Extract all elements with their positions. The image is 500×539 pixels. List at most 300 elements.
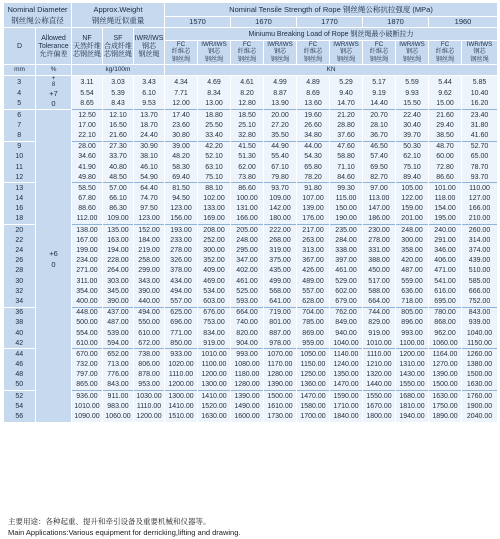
diameter-cell: 46 xyxy=(4,359,36,369)
weight-cell: 34.60 xyxy=(72,152,103,162)
weight-cell: 86.30 xyxy=(103,204,134,214)
load-cell: 1164.00 xyxy=(429,349,462,360)
load-cell: 133.00 xyxy=(198,204,231,214)
weight-cell: 390.00 xyxy=(103,296,134,307)
load-cell: 4.69 xyxy=(198,76,231,89)
load-iwr-label-0: IWR/IWS xyxy=(333,41,359,49)
load-cell: 849.00 xyxy=(330,318,363,328)
diameter-cell: 28 xyxy=(4,266,36,276)
weight-cell: 776.00 xyxy=(103,370,134,380)
load-cell: 166.00 xyxy=(462,204,498,214)
load-cell: 1380.00 xyxy=(462,359,498,369)
tolerance-header xyxy=(36,28,72,65)
weight-cell: 652.00 xyxy=(103,349,134,360)
load-cell: 28.10 xyxy=(363,120,396,130)
load-cell: 1080.00 xyxy=(231,359,264,369)
load-cell: 78.70 xyxy=(462,162,498,172)
load-cell: 829.00 xyxy=(363,318,396,328)
weight-cell: 1200.00 xyxy=(134,411,165,421)
weight-cell: 74.70 xyxy=(134,193,165,203)
rope-spec-body xyxy=(4,76,498,422)
load-iwr-label-1: 钢芯 xyxy=(207,48,221,56)
load-cell: 744.00 xyxy=(363,307,396,318)
load-cell: 1810.00 xyxy=(396,401,429,411)
load-cell: 426.00 xyxy=(297,266,330,276)
table-row xyxy=(4,152,498,162)
load-cell: 494.00 xyxy=(165,286,198,296)
load-cell: 115.00 xyxy=(330,193,363,203)
load-cell: 52.10 xyxy=(198,152,231,162)
weight-sf-cn1: 合成纤维 xyxy=(104,42,132,50)
weight-cell: 1090.00 xyxy=(72,411,103,421)
load-cell: 887.00 xyxy=(264,328,297,338)
load-cell: 409.00 xyxy=(198,266,231,276)
weight-cell: 258.00 xyxy=(134,256,165,266)
weight-cell: 732.00 xyxy=(72,359,103,369)
load-cell: 235.00 xyxy=(330,225,363,236)
load-cell: 374.00 xyxy=(462,245,498,255)
load-cell: 2040.00 xyxy=(462,411,498,421)
load-cell: 5.44 xyxy=(429,76,462,89)
load-iwr-label-1: 钢芯 xyxy=(405,48,419,56)
load-cell: 13.90 xyxy=(264,99,297,110)
load-cell: 81.50 xyxy=(165,183,198,194)
weight-cell: 400.00 xyxy=(72,296,103,307)
diameter-cell: 42 xyxy=(4,338,36,349)
weight-cell: 13.70 xyxy=(134,109,165,120)
load-cell: 12.80 xyxy=(231,99,264,110)
load-cell: 39.70 xyxy=(396,130,429,141)
weight-cell: 3.03 xyxy=(103,76,134,89)
load-cell: 402.00 xyxy=(231,266,264,276)
load-cell: 933.00 xyxy=(165,349,198,360)
weight-iwr-cn1: 钢芯 xyxy=(142,42,156,50)
weight-nf-code: NF xyxy=(82,34,92,42)
diameter-cell: 13 xyxy=(4,183,36,194)
table-row xyxy=(4,401,498,411)
diameter-cell: 34 xyxy=(4,296,36,307)
load-cell: 113.00 xyxy=(363,193,396,203)
load-cell: 93.70 xyxy=(264,183,297,194)
load-cell: 834.00 xyxy=(198,328,231,338)
load-cell: 34.80 xyxy=(297,130,330,141)
table-row xyxy=(4,296,498,307)
load-cell: 1630.00 xyxy=(198,411,231,421)
load-cell: 27.20 xyxy=(264,120,297,130)
weight-cell: 550.00 xyxy=(134,318,165,328)
load-fc-label-0: FC xyxy=(440,41,450,49)
load-cell: 166.00 xyxy=(231,214,264,225)
load-cell: 9.40 xyxy=(330,89,363,99)
weight-cell: 67.80 xyxy=(72,193,103,203)
load-cell: 1280.00 xyxy=(231,380,264,391)
unit-tol: % xyxy=(36,65,72,76)
load-cell: 676.00 xyxy=(198,307,231,318)
load-cell: 346.00 xyxy=(429,245,462,255)
load-cell: 51.30 xyxy=(231,152,264,162)
load-cell: 156.00 xyxy=(165,214,198,225)
table-row xyxy=(4,411,498,421)
weight-cell: 17.00 xyxy=(72,120,103,130)
load-cell: 1010.00 xyxy=(198,349,231,360)
weight-iwr-cn2: 钢丝绳 xyxy=(138,50,160,58)
load-cell: 1040.00 xyxy=(462,328,498,338)
table-row xyxy=(4,338,498,349)
weight-cell: 40.80 xyxy=(103,162,134,172)
load-iwr-label-1: 钢芯 xyxy=(339,48,353,56)
diameter-cell: 38 xyxy=(4,318,36,328)
load-cell: 110.00 xyxy=(462,183,498,194)
load-cell: 1630.00 xyxy=(462,380,498,391)
load-fc-header-1570 xyxy=(165,41,198,65)
table-row xyxy=(4,318,498,328)
diameter-cell: 11 xyxy=(4,162,36,172)
tolerance-cell-six xyxy=(36,109,72,421)
load-cell: 107.00 xyxy=(297,193,330,203)
load-cell: 300.00 xyxy=(198,245,231,255)
load-cell: 205.00 xyxy=(231,225,264,236)
load-fc-header-1870 xyxy=(363,41,396,65)
load-cell: 1500.00 xyxy=(462,370,498,380)
load-cell: 18.50 xyxy=(231,109,264,120)
load-cell: 35.50 xyxy=(264,130,297,141)
load-iwr-header-1870 xyxy=(396,41,429,65)
load-cell: 101.00 xyxy=(429,183,462,194)
load-cell: 295.00 xyxy=(231,245,264,255)
load-cell: 1580.00 xyxy=(297,401,330,411)
load-cell: 63.10 xyxy=(198,162,231,172)
diameter-cell: 5 xyxy=(4,99,36,110)
weight-cell: 1110.00 xyxy=(134,401,165,411)
load-cell: 9.19 xyxy=(363,89,396,99)
diameter-cell: 56 xyxy=(4,411,36,421)
load-cell: 314.00 xyxy=(462,235,498,245)
load-cell: 62.00 xyxy=(231,162,264,172)
load-cell: 8.34 xyxy=(198,89,231,99)
load-cell: 1670.00 xyxy=(363,401,396,411)
load-cell: 73.80 xyxy=(231,172,264,183)
table-row xyxy=(4,162,498,172)
weight-cell: 112.00 xyxy=(72,214,103,225)
load-cell: 1390.00 xyxy=(264,380,297,391)
load-cell: 719.00 xyxy=(264,307,297,318)
load-cell: 568.00 xyxy=(264,286,297,296)
load-cell: 47.60 xyxy=(330,141,363,152)
load-cell: 13.00 xyxy=(198,99,231,110)
weight-cell: 163.00 xyxy=(103,235,134,245)
weight-cell: 843.00 xyxy=(103,380,134,391)
load-cell: 868.00 xyxy=(429,318,462,328)
weight-cell: 167.00 xyxy=(72,235,103,245)
load-cell: 517.00 xyxy=(363,276,396,286)
load-cell: 1800.00 xyxy=(363,411,396,421)
grade-1570: 1570 xyxy=(165,17,231,28)
min-breaking-load-header: Miniumu Breaking Load of Rope 钢丝绳最小破断拉力 xyxy=(165,28,498,41)
load-cell: 1300.00 xyxy=(165,391,198,402)
weight-cell: 983.00 xyxy=(103,401,134,411)
load-cell: 1150.00 xyxy=(297,359,330,369)
diameter-cell: 50 xyxy=(4,380,36,391)
load-cell: 1550.00 xyxy=(396,380,429,391)
diameter-cell: 3 xyxy=(4,76,36,89)
load-cell: 541.00 xyxy=(429,276,462,286)
load-cell: 1060.00 xyxy=(429,338,462,349)
load-cell: 869.00 xyxy=(297,328,330,338)
table-row xyxy=(4,286,498,296)
load-cell: 5.85 xyxy=(462,76,498,89)
table-row xyxy=(4,307,498,318)
weight-cell: 936.00 xyxy=(72,391,103,402)
load-cell: 72.80 xyxy=(429,162,462,172)
weight-cell: 345.00 xyxy=(103,286,134,296)
load-cell: 252.00 xyxy=(198,235,231,245)
table-row xyxy=(4,256,498,266)
load-cell: 762.00 xyxy=(330,307,363,318)
load-cell: 1170.00 xyxy=(264,359,297,369)
tolerance-plus: + xyxy=(51,76,56,82)
load-cell: 313.00 xyxy=(297,245,330,255)
weight-cell: 8.65 xyxy=(72,99,103,110)
load-cell: 42.20 xyxy=(198,141,231,152)
load-cell: 62.10 xyxy=(396,152,429,162)
weight-cell: 448.00 xyxy=(72,307,103,318)
load-cell: 397.00 xyxy=(330,256,363,266)
load-cell: 5.17 xyxy=(363,76,396,89)
load-cell: 79.80 xyxy=(264,172,297,183)
load-cell: 284.00 xyxy=(330,235,363,245)
diameter-cell: 18 xyxy=(4,214,36,225)
weight-cell: 670.00 xyxy=(72,349,103,360)
table-row xyxy=(4,349,498,360)
load-cell: 1410.00 xyxy=(198,391,231,402)
load-cell: 118.00 xyxy=(429,193,462,203)
load-cell: 1240.00 xyxy=(330,359,363,369)
weight-cell: 3.11 xyxy=(72,76,103,89)
load-cell: 919.00 xyxy=(363,328,396,338)
approx-weight-header xyxy=(72,3,165,28)
load-cell: 347.00 xyxy=(231,256,264,266)
diameter-cell: 36 xyxy=(4,307,36,318)
load-cell: 210.00 xyxy=(462,214,498,225)
table-row xyxy=(4,120,498,130)
load-cell: 753.00 xyxy=(198,318,231,328)
weight-cell: 610.00 xyxy=(134,328,165,338)
load-cell: 1260.00 xyxy=(462,349,498,360)
tolerance-plus-six: +6 xyxy=(49,249,58,259)
weight-sf-header xyxy=(103,28,134,65)
load-cell: 1550.00 xyxy=(363,391,396,402)
weight-cell: 54.90 xyxy=(134,172,165,183)
load-cell: 461.00 xyxy=(231,276,264,286)
weight-cell: 152.00 xyxy=(134,225,165,236)
weight-cell: 48.50 xyxy=(103,172,134,183)
weight-cell: 311.00 xyxy=(72,276,103,286)
load-cell: 300.00 xyxy=(396,235,429,245)
load-cell: 25.10 xyxy=(231,120,264,130)
footer xyxy=(8,516,494,538)
load-cell: 993.00 xyxy=(231,349,264,360)
load-cell: 1430.00 xyxy=(396,370,429,380)
load-cell: 88.10 xyxy=(198,183,231,194)
load-cell: 557.00 xyxy=(165,296,198,307)
load-cell: 801.00 xyxy=(264,318,297,328)
grade-1960: 1960 xyxy=(429,17,498,28)
load-cell: 31.80 xyxy=(462,120,498,130)
load-cell: 664.00 xyxy=(363,296,396,307)
load-cell: 1040.00 xyxy=(330,338,363,349)
weight-cell: 18.70 xyxy=(134,120,165,130)
table-row xyxy=(4,109,498,120)
load-iwr-label-2: 钢丝绳 xyxy=(336,55,356,63)
load-cell: 46.50 xyxy=(363,141,396,152)
load-fc-label-2: 钢丝绳 xyxy=(171,55,191,63)
load-cell: 180.00 xyxy=(264,214,297,225)
weight-cell: 343.00 xyxy=(134,276,165,286)
load-cell: 60.00 xyxy=(429,152,462,162)
load-fc-label-1: 纤维芯 xyxy=(369,48,389,56)
tolerance-label-3: 允许偏差 xyxy=(39,50,68,58)
tolerance-cell-small xyxy=(36,76,72,89)
load-cell: 1100.00 xyxy=(198,359,231,369)
weight-cell: 5.39 xyxy=(103,89,134,99)
load-cell: 278.00 xyxy=(363,235,396,245)
load-iwr-label-0: IWR/IWS xyxy=(201,41,227,49)
weight-sf-code: SF xyxy=(113,34,123,42)
col-d-header: D xyxy=(4,28,36,65)
load-fc-label-0: FC xyxy=(242,41,252,49)
load-cell: 1390.00 xyxy=(429,370,462,380)
load-cell: 375.00 xyxy=(264,256,297,266)
load-cell: 169.00 xyxy=(198,214,231,225)
table-row xyxy=(4,183,498,194)
load-cell: 9.62 xyxy=(429,89,462,99)
load-cell: 100.00 xyxy=(231,193,264,203)
weight-cell: 28.00 xyxy=(72,141,103,152)
load-cell: 1020.00 xyxy=(165,359,198,369)
load-cell: 7.71 xyxy=(165,89,198,99)
load-cell: 939.00 xyxy=(462,318,498,328)
tolerance-label-2: Tolerance xyxy=(38,42,69,50)
load-iwr-header-1960 xyxy=(462,41,498,65)
load-cell: 48.20 xyxy=(165,152,198,162)
load-cell: 127.00 xyxy=(462,193,498,203)
load-cell: 71.10 xyxy=(330,162,363,172)
weight-cell: 539.00 xyxy=(103,328,134,338)
load-cell: 679.00 xyxy=(330,296,363,307)
grade-1770: 1770 xyxy=(297,17,363,28)
load-cell: 525.00 xyxy=(231,286,264,296)
diameter-cell: 6 xyxy=(4,109,36,120)
load-cell: 48.70 xyxy=(429,141,462,152)
load-cell: 1200.00 xyxy=(198,370,231,380)
load-cell: 94.50 xyxy=(165,193,198,203)
load-cell: 1590.00 xyxy=(330,391,363,402)
grade-1670: 1670 xyxy=(231,17,297,28)
load-cell: 740.00 xyxy=(231,318,264,328)
load-iwr-label-0: IWR/IWS xyxy=(399,41,425,49)
load-iwr-label-2: 钢丝绳 xyxy=(204,55,224,63)
load-cell: 469.00 xyxy=(198,276,231,286)
load-cell: 1900.00 xyxy=(462,401,498,411)
load-cell: 233.00 xyxy=(165,235,198,245)
load-iwr-label-0: IWR/IWS xyxy=(466,41,493,49)
weight-cell: 64.40 xyxy=(134,183,165,194)
load-cell: 1730.00 xyxy=(264,411,297,421)
load-cell: 1210.00 xyxy=(363,359,396,369)
weight-nf-header xyxy=(72,28,103,65)
weight-cell: 554.00 xyxy=(72,328,103,338)
weight-cell: 865.00 xyxy=(72,380,103,391)
weight-cell: 234.00 xyxy=(72,256,103,266)
load-cell: 142.00 xyxy=(264,204,297,214)
load-cell: 331.00 xyxy=(363,245,396,255)
load-cell: 84.60 xyxy=(330,172,363,183)
unit-load: KN xyxy=(165,65,498,76)
load-cell: 529.00 xyxy=(330,276,363,286)
load-cell: 12.00 xyxy=(165,99,198,110)
load-cell: 641.00 xyxy=(264,296,297,307)
load-cell: 139.00 xyxy=(297,204,330,214)
load-cell: 25.50 xyxy=(198,120,231,130)
load-cell: 820.00 xyxy=(231,328,264,338)
load-cell: 1700.00 xyxy=(297,411,330,421)
load-cell: 940.00 xyxy=(330,328,363,338)
load-cell: 585.00 xyxy=(462,276,498,286)
approx-weight-label-cn: 钢丝绳近似重量 xyxy=(91,15,145,25)
load-fc-label-2: 钢丝绳 xyxy=(435,55,455,63)
load-cell: 193.00 xyxy=(165,225,198,236)
weight-cell: 354.00 xyxy=(72,286,103,296)
weight-cell: 199.00 xyxy=(72,245,103,255)
weight-cell: 228.00 xyxy=(103,256,134,266)
load-cell: 217.00 xyxy=(297,225,330,236)
load-cell: 1510.00 xyxy=(165,411,198,421)
weight-cell: 6.10 xyxy=(134,89,165,99)
weight-cell: 49.80 xyxy=(72,172,103,183)
weight-nf-cn2: 芯钢丝绳 xyxy=(73,50,101,58)
load-cell: 319.00 xyxy=(264,245,297,255)
load-cell: 1250.00 xyxy=(297,370,330,380)
weight-cell: 12.50 xyxy=(72,109,103,120)
load-cell: 434.00 xyxy=(165,276,198,286)
weight-cell: 878.00 xyxy=(134,370,165,380)
load-cell: 38.50 xyxy=(429,130,462,141)
load-cell: 28.80 xyxy=(330,120,363,130)
load-cell: 30.40 xyxy=(396,120,429,130)
load-cell: 65.00 xyxy=(462,152,498,162)
load-cell: 1760.00 xyxy=(462,391,498,402)
diameter-cell: 4 xyxy=(4,89,36,99)
load-cell: 696.00 xyxy=(165,318,198,328)
weight-cell: 8.43 xyxy=(103,99,134,110)
load-cell: 8.20 xyxy=(231,89,264,99)
tolerance-label-1: Allowed xyxy=(41,34,66,42)
load-cell: 16.20 xyxy=(462,99,498,110)
weight-cell: 184.00 xyxy=(134,235,165,245)
table-row xyxy=(4,76,498,89)
load-cell: 268.00 xyxy=(264,235,297,245)
load-cell: 785.00 xyxy=(297,318,330,328)
load-cell: 69.40 xyxy=(165,172,198,183)
weight-cell: 9.53 xyxy=(134,99,165,110)
weight-cell: 38.10 xyxy=(134,152,165,162)
load-cell: 704.00 xyxy=(297,307,330,318)
load-cell: 195.00 xyxy=(429,214,462,225)
load-cell: 978.00 xyxy=(264,338,297,349)
load-cell: 190.00 xyxy=(330,214,363,225)
load-cell: 1070.00 xyxy=(264,349,297,360)
nominal-diameter-header xyxy=(4,3,72,28)
